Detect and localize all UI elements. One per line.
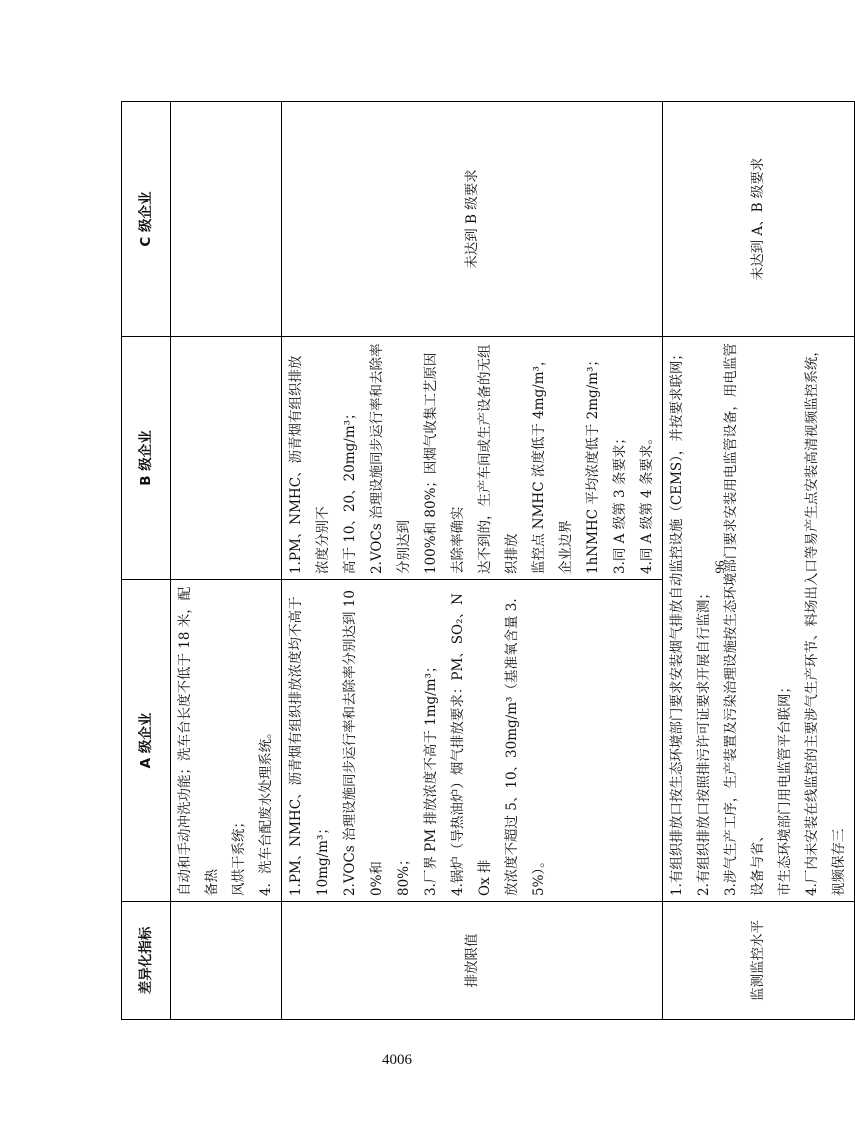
indicator-cell xyxy=(171,902,282,1020)
grade-ab-cell xyxy=(663,337,855,902)
indicator-cell: 监测监控水平 xyxy=(663,902,855,1020)
header-row xyxy=(122,102,171,1020)
header-indicator: 差异化指标 xyxy=(122,902,171,1020)
grade-a-cell xyxy=(282,580,663,902)
list-item: 达不到的，生产车间或生产设备的无组织排放 xyxy=(477,344,520,574)
list-item: 10mg/m³； xyxy=(315,821,331,896)
list-item: 4.同 A 级第 4 条要求。 xyxy=(639,431,655,574)
grade-a-cell xyxy=(171,580,282,902)
list-item: 100%和 80%；因烟气收集工艺原因去除率确实 xyxy=(423,352,466,574)
list-item: 1.PM、NMHC、沥青烟有组织排放浓度分别不 xyxy=(288,355,331,574)
header-grade-b: B 级企业 xyxy=(122,337,171,580)
header-grade-a: A 级企业 xyxy=(122,580,171,902)
grade-c-cell: 未达到 A、B 级要求 xyxy=(663,102,855,337)
grade-b-cell xyxy=(171,337,282,580)
list-item: 市生态环境部门用电监管平台联网； xyxy=(777,680,793,896)
list-item: 4．洗车台配废水处理系统。 xyxy=(258,725,274,896)
list-item: 3.同 A 级第 3 条要求； xyxy=(612,431,628,574)
page-number: 4006 xyxy=(382,1052,412,1068)
grade-c-cell xyxy=(171,102,282,337)
list-item: 1hNMHC 平均浓度低于 2mg/m³； xyxy=(585,353,601,574)
list-item: 80%； xyxy=(396,852,412,896)
table-row-monitoring xyxy=(663,102,855,1020)
list-item: 4.厂内未安装在线监控的主要涉气生产环节、料场出入口等易产生点安装高清视频监控系统，视频保存三 xyxy=(804,343,847,896)
grade-c-cell: 未达到 B 级要求 xyxy=(282,102,663,337)
grade-b-cell xyxy=(282,337,663,580)
list-item: 放浓度不超过 5、10、30mg/m³（基准氧含量 3.5%）。 xyxy=(504,598,547,896)
list-item: 3.厂界 PM 排放浓度不高于 1mg/m³； xyxy=(423,659,439,896)
list-item: 自动和手动冲洗功能；洗车台长度不低于 18 米，配备热 xyxy=(177,586,220,896)
list-item: 1.PM、NMHC、沥青烟有组织排放浓度均不高于 xyxy=(288,596,304,896)
header-grade-c: C 级企业 xyxy=(122,102,171,337)
list-item: 监控点 NMHC 浓度低于 4mg/m³，企业边界 xyxy=(531,352,574,574)
grading-table xyxy=(121,101,855,1020)
list-item: 2.VOCs 治理设施同步运行率和去除率分别达到 xyxy=(369,343,412,574)
list-item: 2.VOCs 治理设施同步运行率和去除率分别达到 100%和 xyxy=(342,590,385,896)
list-item: 1.有组织排放口按生态环境部门要求安装烟气排放自动监控设施（CEMS），并按要求联网； xyxy=(669,347,685,896)
indicator-cell: 排放限值 xyxy=(282,902,663,1020)
table-row-car-wash xyxy=(171,102,282,1020)
list-item: 4.锅炉（导热油炉）烟气排放要求：PM、SO₂、NOx 排 xyxy=(450,593,493,896)
list-item: 2.有组织排放口按照排污许可证要求开展自行监测； xyxy=(696,586,712,896)
list-item: 风烘干系统； xyxy=(231,815,247,896)
list-item: 3.涉气生产工序，生产装置及污染治理设施按生态环境部门要求安装用电监管设备，用电监管设备与省、 xyxy=(723,343,766,896)
list-item: 高于 10、20、20mg/m³； xyxy=(342,406,358,574)
table-row-emission-limits xyxy=(282,102,663,1020)
rotated-page-number: 96 xyxy=(712,560,727,574)
